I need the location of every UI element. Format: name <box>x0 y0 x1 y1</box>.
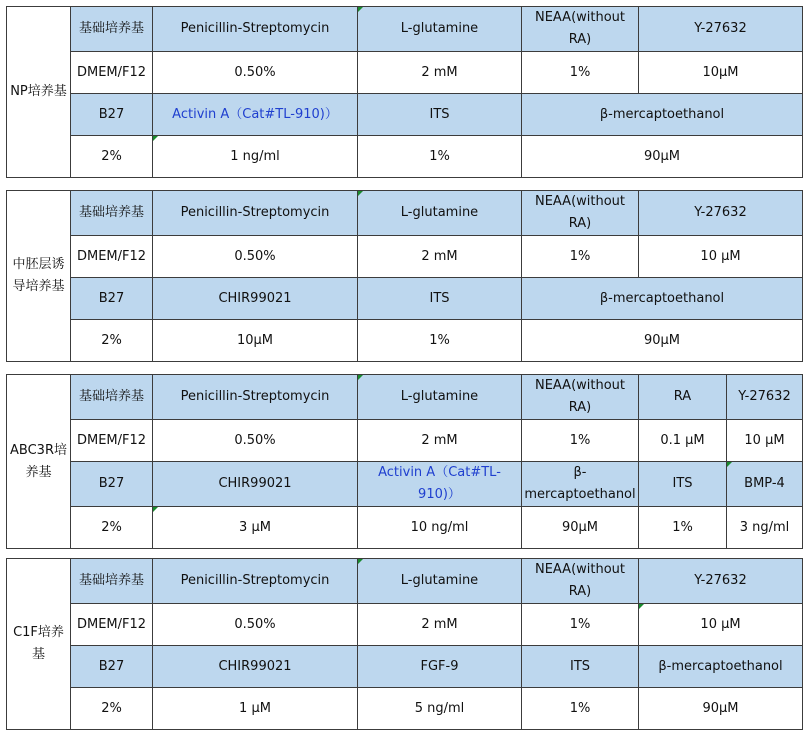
header-cell: CHIR99021 <box>153 462 358 507</box>
header-cell: RA <box>639 375 727 420</box>
table-row <box>7 646 803 688</box>
value-cell: 1% <box>358 320 522 362</box>
value-cell: 10 μM <box>727 420 803 462</box>
header-cell: Penicillin-Streptomycin <box>153 7 358 52</box>
header-cell: Y-27632 <box>639 559 803 604</box>
header-cell: Penicillin-Streptomycin <box>153 191 358 236</box>
value-cell: 0.50% <box>153 604 358 646</box>
header-cell: 基础培养基 <box>71 7 153 52</box>
header-cell: 基础培养基 <box>71 191 153 236</box>
value-cell: 3 ng/ml <box>727 507 803 549</box>
header-cell: ITS <box>639 462 727 507</box>
table-row <box>7 136 803 178</box>
header-cell: L-glutamine <box>358 7 522 52</box>
header-cell: β-mercaptoethanol <box>639 646 803 688</box>
medium-name: C1F培养基 <box>7 559 71 730</box>
value-cell: DMEM/F12 <box>71 420 153 462</box>
header-cell: Y-27632 <box>727 375 803 420</box>
value-cell: 2% <box>71 688 153 730</box>
value-cell: 1% <box>522 688 639 730</box>
header-cell: FGF-9 <box>358 646 522 688</box>
value-cell: 1% <box>639 507 727 549</box>
header-cell: B27 <box>71 646 153 688</box>
header-cell: CHIR99021 <box>153 646 358 688</box>
value-cell: 0.50% <box>153 52 358 94</box>
value-cell: DMEM/F12 <box>71 52 153 94</box>
header-cell: β-mercaptoethanol <box>522 278 803 320</box>
table-row <box>7 191 803 236</box>
header-cell: NEAA(without RA) <box>522 375 639 420</box>
header-cell: B27 <box>71 94 153 136</box>
table-row <box>7 7 803 52</box>
header-cell: L-glutamine <box>358 375 522 420</box>
header-cell: Activin A（Cat#TL-910)） <box>358 462 522 507</box>
np-medium-table <box>6 6 803 178</box>
value-cell: 2 mM <box>358 604 522 646</box>
header-cell: ITS <box>522 646 639 688</box>
header-cell: 基础培养基 <box>71 559 153 604</box>
value-cell: 2 mM <box>358 420 522 462</box>
value-cell: 1% <box>522 236 639 278</box>
table-row <box>7 604 803 646</box>
table-row <box>7 278 803 320</box>
header-cell: CHIR99021 <box>153 278 358 320</box>
header-cell: B27 <box>71 462 153 507</box>
header-cell: Y-27632 <box>639 7 803 52</box>
table-row <box>7 375 803 420</box>
table-row <box>7 462 803 507</box>
value-cell: 5 ng/ml <box>358 688 522 730</box>
header-cell: 基础培养基 <box>71 375 153 420</box>
value-cell: 2 mM <box>358 236 522 278</box>
value-cell: 90μM <box>522 136 803 178</box>
table-row <box>7 559 803 604</box>
header-cell: ITS <box>358 94 522 136</box>
value-cell: 1 μM <box>153 688 358 730</box>
table-row <box>7 507 803 549</box>
value-cell: 0.50% <box>153 420 358 462</box>
header-cell: L-glutamine <box>358 191 522 236</box>
value-cell: DMEM/F12 <box>71 604 153 646</box>
header-cell: B27 <box>71 278 153 320</box>
header-cell: Penicillin-Streptomycin <box>153 375 358 420</box>
header-cell: Y-27632 <box>639 191 803 236</box>
header-cell: Activin A（Cat#TL-910)） <box>153 94 358 136</box>
value-cell: 10 μM <box>639 604 803 646</box>
medium-name: 中胚层诱导培养基 <box>7 191 71 362</box>
table-row <box>7 688 803 730</box>
value-cell: 1% <box>522 420 639 462</box>
medium-name: ABC3R培养基 <box>7 375 71 549</box>
value-cell: 10μM <box>639 52 803 94</box>
header-cell: BMP-4 <box>727 462 803 507</box>
value-cell: 0.50% <box>153 236 358 278</box>
mesoderm-induction-medium-table <box>6 190 803 362</box>
table-row <box>7 94 803 136</box>
header-cell: NEAA(without RA) <box>522 559 639 604</box>
table-row <box>7 320 803 362</box>
header-cell: Penicillin-Streptomycin <box>153 559 358 604</box>
table-row <box>7 420 803 462</box>
value-cell: 90μM <box>639 688 803 730</box>
header-cell: NEAA(without RA) <box>522 191 639 236</box>
header-cell: ITS <box>358 278 522 320</box>
table-row <box>7 236 803 278</box>
value-cell: 2% <box>71 507 153 549</box>
value-cell: 90μM <box>522 507 639 549</box>
c1f-medium-table <box>6 558 803 730</box>
value-cell: 90μM <box>522 320 803 362</box>
value-cell: 1% <box>522 604 639 646</box>
value-cell: DMEM/F12 <box>71 236 153 278</box>
value-cell: 1% <box>522 52 639 94</box>
header-cell: β-mercaptoethanol <box>522 462 639 507</box>
value-cell: 2% <box>71 136 153 178</box>
value-cell: 1 ng/ml <box>153 136 358 178</box>
value-cell: 10 μM <box>639 236 803 278</box>
abc3r-medium-table <box>6 374 803 549</box>
table-row <box>7 52 803 94</box>
value-cell: 3 μM <box>153 507 358 549</box>
value-cell: 1% <box>358 136 522 178</box>
header-cell: β-mercaptoethanol <box>522 94 803 136</box>
medium-name: NP培养基 <box>7 7 71 178</box>
value-cell: 2% <box>71 320 153 362</box>
value-cell: 2 mM <box>358 52 522 94</box>
value-cell: 10μM <box>153 320 358 362</box>
header-cell: NEAA(without RA) <box>522 7 639 52</box>
value-cell: 10 ng/ml <box>358 507 522 549</box>
value-cell: 0.1 μM <box>639 420 727 462</box>
header-cell: L-glutamine <box>358 559 522 604</box>
